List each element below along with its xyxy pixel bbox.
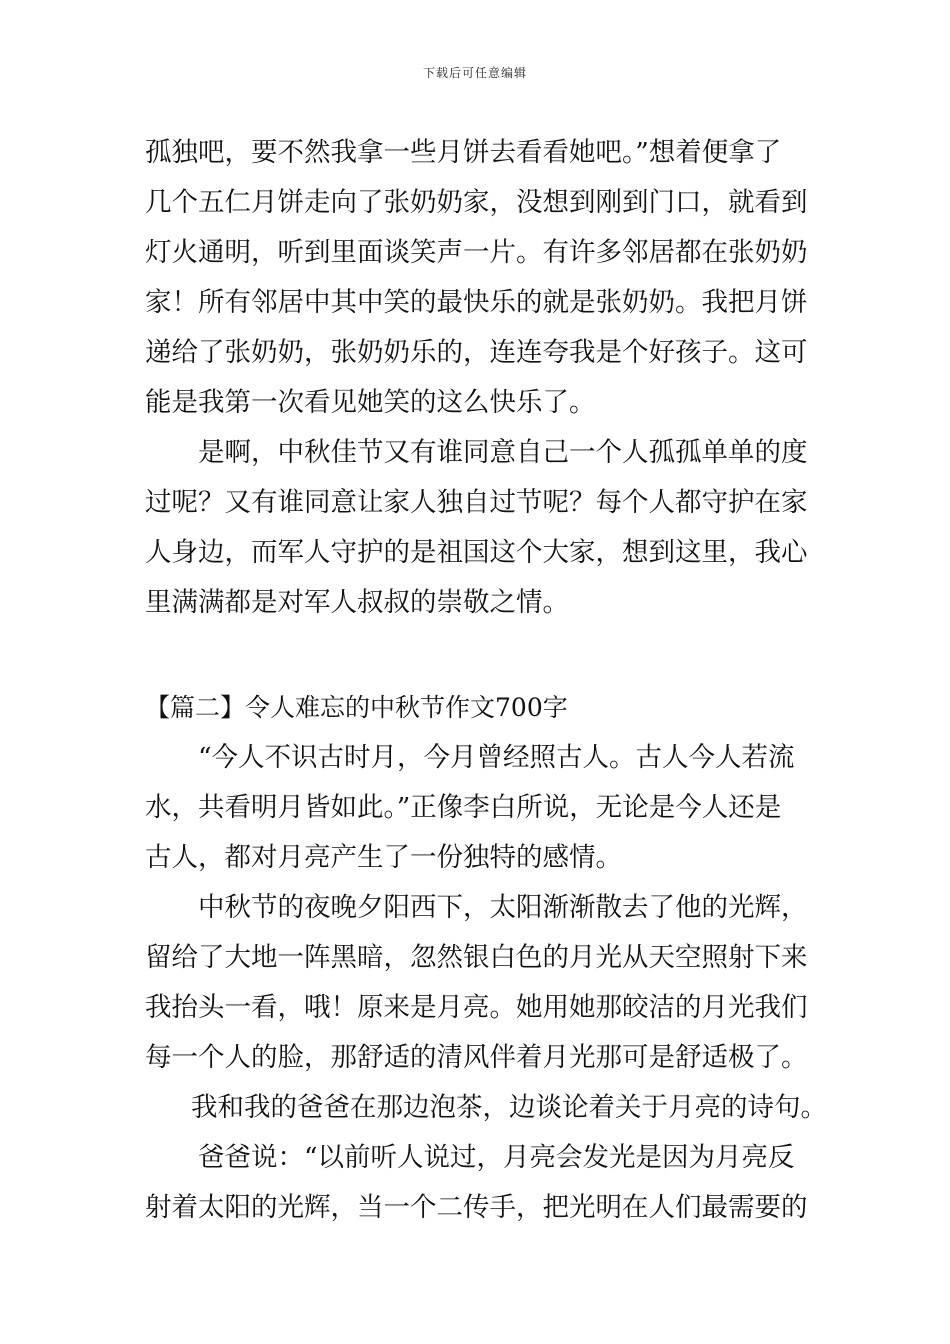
paragraph-4 <box>145 883 807 1083</box>
text-line: 家！所有邻居中其中笑的最快乐的就是张奶奶。我把月饼 <box>145 287 808 318</box>
text-line: 几个五仁月饼走向了张奶奶家，没想到刚到门口，就看到 <box>145 187 808 218</box>
paragraph-1 <box>145 128 807 428</box>
text-line: 古人，都对月亮产生了一份独特的感情。 <box>145 842 622 873</box>
paragraph-6 <box>145 1133 807 1233</box>
text-line: 射着太阳的光辉，当一个二传手，把光明在人们最需要的 <box>145 1192 808 1223</box>
page-header: 下载后可任意编辑 <box>422 66 527 80</box>
text-line: 中秋节的夜晚夕阳西下，太阳渐渐散去了他的光辉， <box>198 892 808 923</box>
text-line: 过呢？又有谁同意让家人独自过节呢？每个人都守护在家 <box>145 487 808 518</box>
section-spacer <box>145 628 807 683</box>
paragraph-2 <box>145 428 807 628</box>
text-line: 人身边，而军人守护的是祖国这个大家，想到这里，我心 <box>145 537 808 568</box>
paragraph-3 <box>145 733 807 883</box>
paragraph-5 <box>145 1083 827 1133</box>
text-line: 是啊，中秋佳节又有谁同意自己一个人孤孤单单的度 <box>198 437 808 468</box>
text-line: 水，共看明月皆如此。”正像李白所说，无论是今人还是 <box>145 792 782 823</box>
text-line: 灯火通明，听到里面谈笑声一片。有许多邻居都在张奶奶 <box>145 237 808 268</box>
text-line: 每一个人的脸，那舒适的清风伴着月光那可是舒适极了。 <box>145 1042 808 1073</box>
text-line: 孤独吧，要不然我拿一些月饼去看看她吧。”想着便拿了 <box>145 137 782 168</box>
section-title: 【篇二】令人难忘的中秋节作文700字 <box>145 693 568 722</box>
text-line: 能是我第一次看见她笑的这么快乐了。 <box>145 387 596 418</box>
text-line: 留给了大地一阵黑暗，忽然银白色的月光从天空照射下来 <box>145 942 808 973</box>
text-line: 爸爸说：“以前听人说过，月亮会发光是因为月亮反 <box>198 1142 795 1173</box>
text-line: “今人不识古时月，今月曾经照古人。古人今人若流 <box>198 742 795 773</box>
text-line: 递给了张奶奶，张奶奶乐的，连连夸我是个好孩子。这可 <box>145 337 808 368</box>
document-body <box>145 128 827 1233</box>
text-line: 我抬头一看，哦！原来是月亮。她用她那皎洁的月光我们 <box>145 992 808 1023</box>
text-line: 我和我的爸爸在那边泡茶，边谈论着关于月亮的诗句。 <box>191 1092 827 1123</box>
text-line: 里满满都是对军人叔叔的崇敬之情。 <box>145 587 569 618</box>
